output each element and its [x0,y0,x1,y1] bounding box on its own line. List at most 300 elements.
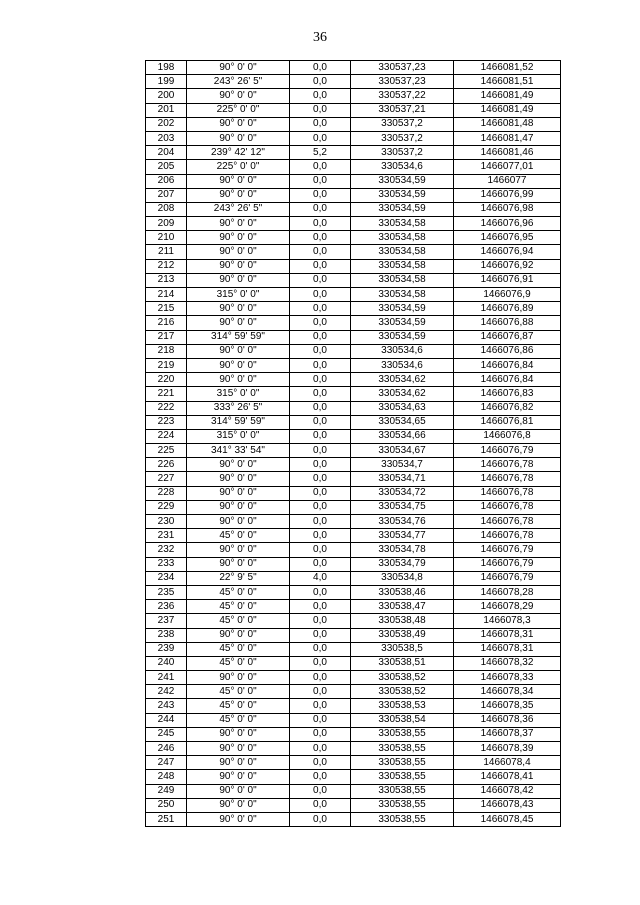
y-coordinate-cell: 1466076,78 [454,486,561,500]
x-coordinate-cell: 330538,48 [351,614,454,628]
table-row [146,302,561,316]
direction-angle-cell: 90° 0' 0" [187,217,290,231]
y-coordinate-cell: 1466077 [454,174,561,188]
direction-angle-cell: 45° 0' 0" [187,614,290,628]
x-coordinate-cell: 330537,2 [351,146,454,160]
direction-angle-cell: 90° 0' 0" [187,344,290,358]
point-number-cell: 227 [146,472,187,486]
direction-angle-cell: 90° 0' 0" [187,231,290,245]
distance-cell: 0,0 [290,486,351,500]
point-number-cell: 225 [146,444,187,458]
y-coordinate-cell: 1466078,28 [454,585,561,599]
table-row [146,671,561,685]
distance-cell: 0,0 [290,61,351,75]
direction-angle-cell: 90° 0' 0" [187,671,290,685]
distance-cell: 0,0 [290,472,351,486]
direction-angle-cell: 45° 0' 0" [187,642,290,656]
point-number-cell: 214 [146,288,187,302]
table-row [146,770,561,784]
x-coordinate-cell: 330538,51 [351,656,454,670]
point-number-cell: 218 [146,344,187,358]
table-row [146,273,561,287]
point-number-cell: 231 [146,529,187,543]
distance-cell: 0,0 [290,784,351,798]
distance-cell: 0,0 [290,217,351,231]
direction-angle-cell: 90° 0' 0" [187,770,290,784]
distance-cell: 0,0 [290,401,351,415]
y-coordinate-cell: 1466078,41 [454,770,561,784]
direction-angle-cell: 90° 0' 0" [187,358,290,372]
direction-angle-cell: 90° 0' 0" [187,174,290,188]
x-coordinate-cell: 330538,54 [351,713,454,727]
table-row [146,642,561,656]
distance-cell: 0,0 [290,500,351,514]
point-number-cell: 238 [146,628,187,642]
y-coordinate-cell: 1466078,39 [454,742,561,756]
x-coordinate-cell: 330534,59 [351,302,454,316]
y-coordinate-cell: 1466076,78 [454,500,561,514]
table-row [146,245,561,259]
x-coordinate-cell: 330537,2 [351,117,454,131]
y-coordinate-cell: 1466076,79 [454,571,561,585]
direction-angle-cell: 90° 0' 0" [187,798,290,812]
x-coordinate-cell: 330534,58 [351,231,454,245]
point-number-cell: 216 [146,316,187,330]
direction-angle-cell: 90° 0' 0" [187,89,290,103]
distance-cell: 0,0 [290,358,351,372]
x-coordinate-cell: 330534,65 [351,415,454,429]
y-coordinate-cell: 1466076,99 [454,188,561,202]
distance-cell: 0,0 [290,812,351,826]
distance-cell: 0,0 [290,628,351,642]
direction-angle-cell: 314° 59' 59" [187,415,290,429]
point-number-cell: 243 [146,699,187,713]
point-number-cell: 201 [146,103,187,117]
direction-angle-cell: 90° 0' 0" [187,472,290,486]
distance-cell: 0,0 [290,614,351,628]
distance-cell: 0,0 [290,415,351,429]
direction-angle-cell: 22° 9' 5" [187,571,290,585]
y-coordinate-cell: 1466076,8 [454,429,561,443]
y-coordinate-cell: 1466081,52 [454,61,561,75]
direction-angle-cell: 90° 0' 0" [187,784,290,798]
y-coordinate-cell: 1466078,32 [454,656,561,670]
distance-cell: 0,0 [290,174,351,188]
x-coordinate-cell: 330534,78 [351,543,454,557]
x-coordinate-cell: 330534,59 [351,188,454,202]
direction-angle-cell: 45° 0' 0" [187,529,290,543]
y-coordinate-cell: 1466081,49 [454,103,561,117]
y-coordinate-cell: 1466076,78 [454,458,561,472]
point-number-cell: 248 [146,770,187,784]
table-row [146,259,561,273]
x-coordinate-cell: 330534,59 [351,330,454,344]
table-row [146,217,561,231]
distance-cell: 0,0 [290,387,351,401]
table-row [146,798,561,812]
distance-cell: 0,0 [290,202,351,216]
y-coordinate-cell: 1466078,33 [454,671,561,685]
x-coordinate-cell: 330538,55 [351,727,454,741]
x-coordinate-cell: 330538,52 [351,671,454,685]
point-number-cell: 210 [146,231,187,245]
y-coordinate-cell: 1466076,79 [454,444,561,458]
y-coordinate-cell: 1466081,47 [454,131,561,145]
table-row [146,458,561,472]
direction-angle-cell: 90° 0' 0" [187,188,290,202]
table-row [146,358,561,372]
x-coordinate-cell: 330534,75 [351,500,454,514]
direction-angle-cell: 90° 0' 0" [187,61,290,75]
table-row [146,415,561,429]
table-row [146,444,561,458]
direction-angle-cell: 315° 0' 0" [187,288,290,302]
table-row [146,543,561,557]
point-number-cell: 206 [146,174,187,188]
direction-angle-cell: 45° 0' 0" [187,699,290,713]
x-coordinate-cell: 330534,6 [351,160,454,174]
direction-angle-cell: 90° 0' 0" [187,486,290,500]
x-coordinate-cell: 330537,22 [351,89,454,103]
distance-cell: 0,0 [290,557,351,571]
y-coordinate-cell: 1466076,79 [454,543,561,557]
distance-cell: 4,0 [290,571,351,585]
distance-cell: 0,0 [290,713,351,727]
direction-angle-cell: 45° 0' 0" [187,600,290,614]
point-number-cell: 198 [146,61,187,75]
y-coordinate-cell: 1466076,98 [454,202,561,216]
table-row [146,174,561,188]
x-coordinate-cell: 330538,55 [351,812,454,826]
distance-cell: 0,0 [290,529,351,543]
point-number-cell: 209 [146,217,187,231]
direction-angle-cell: 341° 33' 54" [187,444,290,458]
y-coordinate-cell: 1466076,78 [454,472,561,486]
distance-cell: 0,0 [290,656,351,670]
distance-cell: 0,0 [290,231,351,245]
x-coordinate-cell: 330537,23 [351,75,454,89]
x-coordinate-cell: 330538,55 [351,756,454,770]
table-row [146,373,561,387]
table-row [146,529,561,543]
y-coordinate-cell: 1466076,94 [454,245,561,259]
point-number-cell: 235 [146,585,187,599]
y-coordinate-cell: 1466078,45 [454,812,561,826]
y-coordinate-cell: 1466078,36 [454,713,561,727]
direction-angle-cell: 45° 0' 0" [187,685,290,699]
table-row [146,202,561,216]
table-row [146,486,561,500]
distance-cell: 0,0 [290,188,351,202]
point-number-cell: 240 [146,656,187,670]
distance-cell: 0,0 [290,302,351,316]
table-row [146,784,561,798]
table-row [146,699,561,713]
direction-angle-cell: 45° 0' 0" [187,713,290,727]
x-coordinate-cell: 330534,77 [351,529,454,543]
x-coordinate-cell: 330534,58 [351,245,454,259]
distance-cell: 0,0 [290,585,351,599]
x-coordinate-cell: 330534,76 [351,515,454,529]
point-number-cell: 212 [146,259,187,273]
table-row [146,188,561,202]
direction-angle-cell: 90° 0' 0" [187,373,290,387]
distance-cell: 0,0 [290,543,351,557]
distance-cell: 0,0 [290,245,351,259]
distance-cell: 0,0 [290,344,351,358]
distance-cell: 0,0 [290,131,351,145]
point-number-cell: 223 [146,415,187,429]
x-coordinate-cell: 330534,62 [351,387,454,401]
distance-cell: 0,0 [290,117,351,131]
direction-angle-cell: 243° 26' 5" [187,202,290,216]
point-number-cell: 222 [146,401,187,415]
distance-cell: 0,0 [290,756,351,770]
table-row [146,585,561,599]
distance-cell: 0,0 [290,671,351,685]
direction-angle-cell: 90° 0' 0" [187,500,290,514]
x-coordinate-cell: 330534,63 [351,401,454,415]
point-number-cell: 199 [146,75,187,89]
direction-angle-cell: 90° 0' 0" [187,259,290,273]
y-coordinate-cell: 1466078,29 [454,600,561,614]
y-coordinate-cell: 1466078,34 [454,685,561,699]
table-row [146,472,561,486]
y-coordinate-cell: 1466076,78 [454,529,561,543]
y-coordinate-cell: 1466076,96 [454,217,561,231]
point-number-cell: 237 [146,614,187,628]
table-row [146,557,561,571]
table-row [146,103,561,117]
x-coordinate-cell: 330534,58 [351,217,454,231]
y-coordinate-cell: 1466078,31 [454,628,561,642]
table-row [146,685,561,699]
y-coordinate-cell: 1466081,49 [454,89,561,103]
distance-cell: 0,0 [290,316,351,330]
distance-cell: 0,0 [290,770,351,784]
y-coordinate-cell: 1466078,37 [454,727,561,741]
y-coordinate-cell: 1466078,4 [454,756,561,770]
direction-angle-cell: 90° 0' 0" [187,458,290,472]
table-row [146,727,561,741]
point-number-cell: 205 [146,160,187,174]
direction-angle-cell: 90° 0' 0" [187,756,290,770]
point-number-cell: 220 [146,373,187,387]
x-coordinate-cell: 330534,79 [351,557,454,571]
point-number-cell: 233 [146,557,187,571]
distance-cell: 0,0 [290,458,351,472]
y-coordinate-cell: 1466076,82 [454,401,561,415]
point-number-cell: 250 [146,798,187,812]
coordinates-table-body [146,61,561,827]
direction-angle-cell: 45° 0' 0" [187,656,290,670]
x-coordinate-cell: 330537,23 [351,61,454,75]
point-number-cell: 230 [146,515,187,529]
y-coordinate-cell: 1466076,86 [454,344,561,358]
distance-cell: 0,0 [290,273,351,287]
y-coordinate-cell: 1466078,35 [454,699,561,713]
distance-cell: 0,0 [290,798,351,812]
direction-angle-cell: 90° 0' 0" [187,812,290,826]
table-row [146,75,561,89]
direction-angle-cell: 239° 42' 12" [187,146,290,160]
y-coordinate-cell: 1466078,31 [454,642,561,656]
point-number-cell: 246 [146,742,187,756]
x-coordinate-cell: 330534,58 [351,259,454,273]
x-coordinate-cell: 330537,21 [351,103,454,117]
table-row [146,231,561,245]
direction-angle-cell: 314° 59' 59" [187,330,290,344]
point-number-cell: 226 [146,458,187,472]
table-row [146,330,561,344]
point-number-cell: 204 [146,146,187,160]
direction-angle-cell: 90° 0' 0" [187,245,290,259]
y-coordinate-cell: 1466078,3 [454,614,561,628]
point-number-cell: 239 [146,642,187,656]
x-coordinate-cell: 330538,47 [351,600,454,614]
x-coordinate-cell: 330538,55 [351,784,454,798]
y-coordinate-cell: 1466076,84 [454,358,561,372]
direction-angle-cell: 45° 0' 0" [187,585,290,599]
distance-cell: 0,0 [290,699,351,713]
y-coordinate-cell: 1466076,79 [454,557,561,571]
y-coordinate-cell: 1466076,95 [454,231,561,245]
x-coordinate-cell: 330538,46 [351,585,454,599]
distance-cell: 0,0 [290,288,351,302]
point-number-cell: 229 [146,500,187,514]
point-number-cell: 247 [146,756,187,770]
direction-angle-cell: 90° 0' 0" [187,628,290,642]
x-coordinate-cell: 330537,2 [351,131,454,145]
point-number-cell: 242 [146,685,187,699]
point-number-cell: 221 [146,387,187,401]
direction-angle-cell: 90° 0' 0" [187,316,290,330]
table-row [146,344,561,358]
x-coordinate-cell: 330534,59 [351,174,454,188]
x-coordinate-cell: 330538,55 [351,770,454,784]
y-coordinate-cell: 1466081,46 [454,146,561,160]
point-number-cell: 236 [146,600,187,614]
point-number-cell: 202 [146,117,187,131]
point-number-cell: 244 [146,713,187,727]
table-row [146,614,561,628]
point-number-cell: 217 [146,330,187,344]
table-row [146,515,561,529]
distance-cell: 0,0 [290,330,351,344]
direction-angle-cell: 90° 0' 0" [187,543,290,557]
distance-cell: 0,0 [290,685,351,699]
x-coordinate-cell: 330534,7 [351,458,454,472]
point-number-cell: 213 [146,273,187,287]
table-row [146,742,561,756]
x-coordinate-cell: 330534,72 [351,486,454,500]
y-coordinate-cell: 1466078,42 [454,784,561,798]
point-number-cell: 245 [146,727,187,741]
y-coordinate-cell: 1466076,89 [454,302,561,316]
point-number-cell: 249 [146,784,187,798]
y-coordinate-cell: 1466076,78 [454,515,561,529]
direction-angle-cell: 90° 0' 0" [187,515,290,529]
table-row [146,316,561,330]
table-row [146,571,561,585]
table-row [146,89,561,103]
direction-angle-cell: 90° 0' 0" [187,727,290,741]
distance-cell: 0,0 [290,742,351,756]
table-row [146,713,561,727]
distance-cell: 0,0 [290,727,351,741]
point-number-cell: 203 [146,131,187,145]
point-number-cell: 215 [146,302,187,316]
direction-angle-cell: 315° 0' 0" [187,429,290,443]
point-number-cell: 241 [146,671,187,685]
table-row [146,628,561,642]
point-number-cell: 234 [146,571,187,585]
y-coordinate-cell: 1466076,81 [454,415,561,429]
point-number-cell: 219 [146,358,187,372]
y-coordinate-cell: 1466076,84 [454,373,561,387]
x-coordinate-cell: 330538,5 [351,642,454,656]
y-coordinate-cell: 1466076,91 [454,273,561,287]
distance-cell: 0,0 [290,515,351,529]
x-coordinate-cell: 330534,58 [351,288,454,302]
x-coordinate-cell: 330538,52 [351,685,454,699]
point-number-cell: 232 [146,543,187,557]
distance-cell: 0,0 [290,429,351,443]
direction-angle-cell: 90° 0' 0" [187,557,290,571]
direction-angle-cell: 225° 0' 0" [187,103,290,117]
x-coordinate-cell: 330534,59 [351,316,454,330]
x-coordinate-cell: 330534,71 [351,472,454,486]
coordinates-table [145,60,561,827]
distance-cell: 0,0 [290,444,351,458]
distance-cell: 0,0 [290,89,351,103]
direction-angle-cell: 90° 0' 0" [187,742,290,756]
x-coordinate-cell: 330534,6 [351,344,454,358]
direction-angle-cell: 90° 0' 0" [187,117,290,131]
distance-cell: 0,0 [290,259,351,273]
x-coordinate-cell: 330538,55 [351,742,454,756]
table-row [146,656,561,670]
x-coordinate-cell: 330534,8 [351,571,454,585]
table-row [146,756,561,770]
table-row [146,401,561,415]
x-coordinate-cell: 330538,55 [351,798,454,812]
point-number-cell: 211 [146,245,187,259]
direction-angle-cell: 225° 0' 0" [187,160,290,174]
table-row [146,117,561,131]
point-number-cell: 228 [146,486,187,500]
table-row [146,131,561,145]
table-row [146,387,561,401]
point-number-cell: 200 [146,89,187,103]
distance-cell: 0,0 [290,75,351,89]
y-coordinate-cell: 1466078,43 [454,798,561,812]
table-row [146,500,561,514]
x-coordinate-cell: 330534,6 [351,358,454,372]
y-coordinate-cell: 1466076,83 [454,387,561,401]
direction-angle-cell: 243° 26' 5" [187,75,290,89]
y-coordinate-cell: 1466076,92 [454,259,561,273]
table-row [146,160,561,174]
point-number-cell: 224 [146,429,187,443]
table-row [146,429,561,443]
distance-cell: 0,0 [290,160,351,174]
distance-cell: 0,0 [290,600,351,614]
distance-cell: 0,0 [290,103,351,117]
point-number-cell: 207 [146,188,187,202]
point-number-cell: 208 [146,202,187,216]
x-coordinate-cell: 330538,53 [351,699,454,713]
